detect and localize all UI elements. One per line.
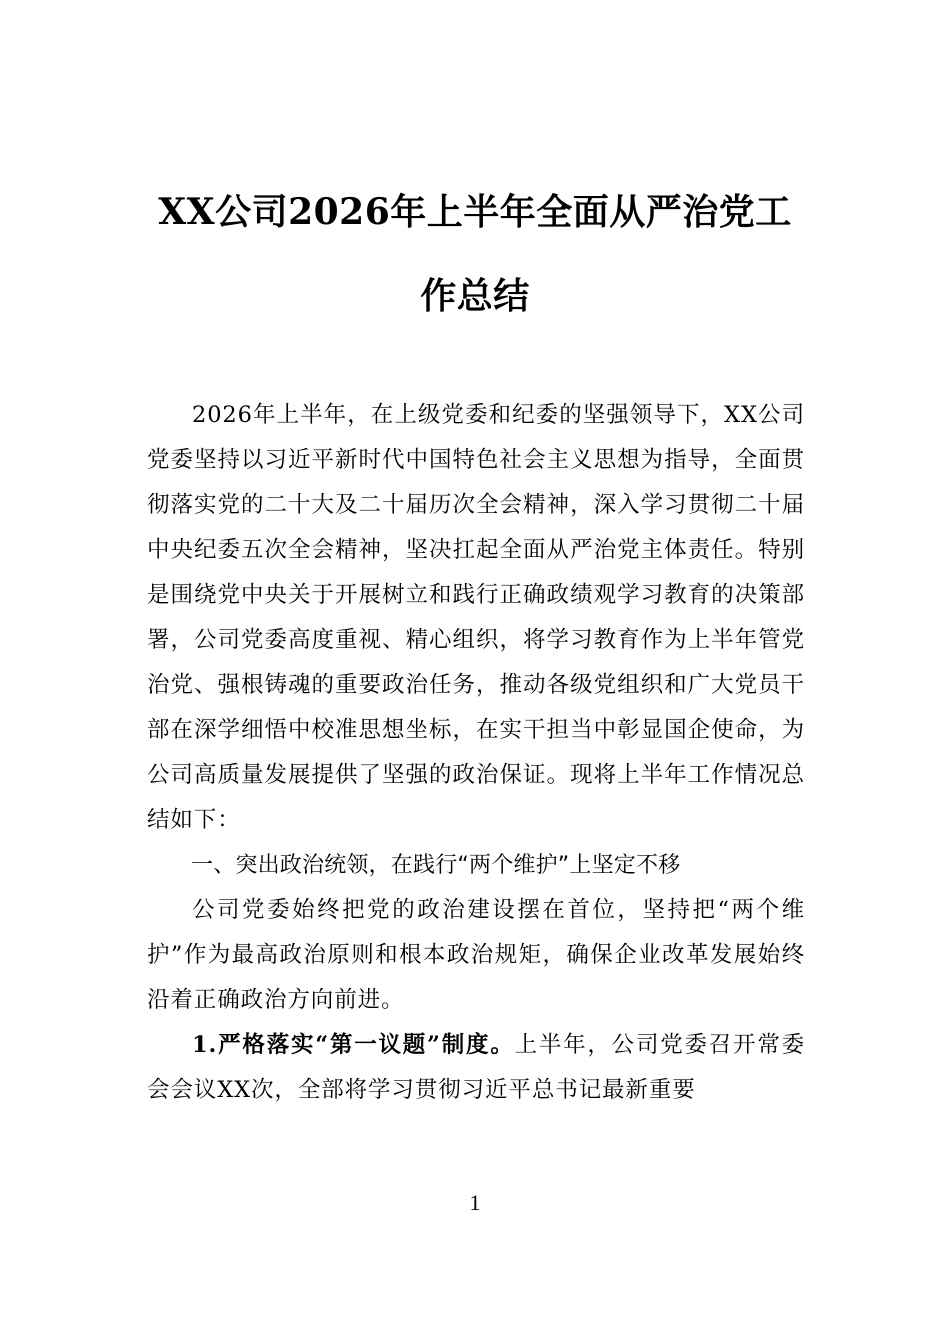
item-1-lead: 1.严格落实“第一议题”制度。 xyxy=(192,1032,515,1058)
page-number: 1 xyxy=(469,1190,481,1215)
document-body xyxy=(147,393,805,1113)
intro-paragraph: 2026年上半年，在上级党委和纪委的坚强领导下，XX公司党委坚持以习近平新时代中国特色社会主义思想为指导，全面贯彻落实党的二十大及二十届历次全会精神，深入学习贯彻二十届中央纪委五次全会精神，坚决扛起全面从严治党主体责任。特别是围绕党中央关于开展树立和践行正确政绩观学习教育的决策部署，公司党委高度重视、精心组织，将学习教育作为上半年管党治党、强根铸魂的重要政治任务，推动各级党组织和广大党员干部在深学细悟中校准思想坐标，在实干担当中彰显国企使命，为公司高质量发展提供了坚强的政治保证。现将上半年工作情况总结如下： xyxy=(147,402,805,833)
item-1-text: 上半年，公司党委召开常委会会议XX次，全部将学习贯彻习近平总书记最新重要 xyxy=(147,1032,805,1103)
item-1-paragraph xyxy=(147,1023,805,1113)
document-title: XX公司2026年上半年全面从严治党工作总结 xyxy=(158,191,792,317)
section-1-paragraph: 公司党委始终把党的政治建设摆在首位，坚持把“两个维护”作为最高政治原则和根本政治规矩，确保企业改革发展始终沿着正确政治方向前进。 xyxy=(147,897,805,1013)
section-heading-1: 一、突出政治统领，在践行“两个维护”上坚定不移 xyxy=(191,853,681,878)
